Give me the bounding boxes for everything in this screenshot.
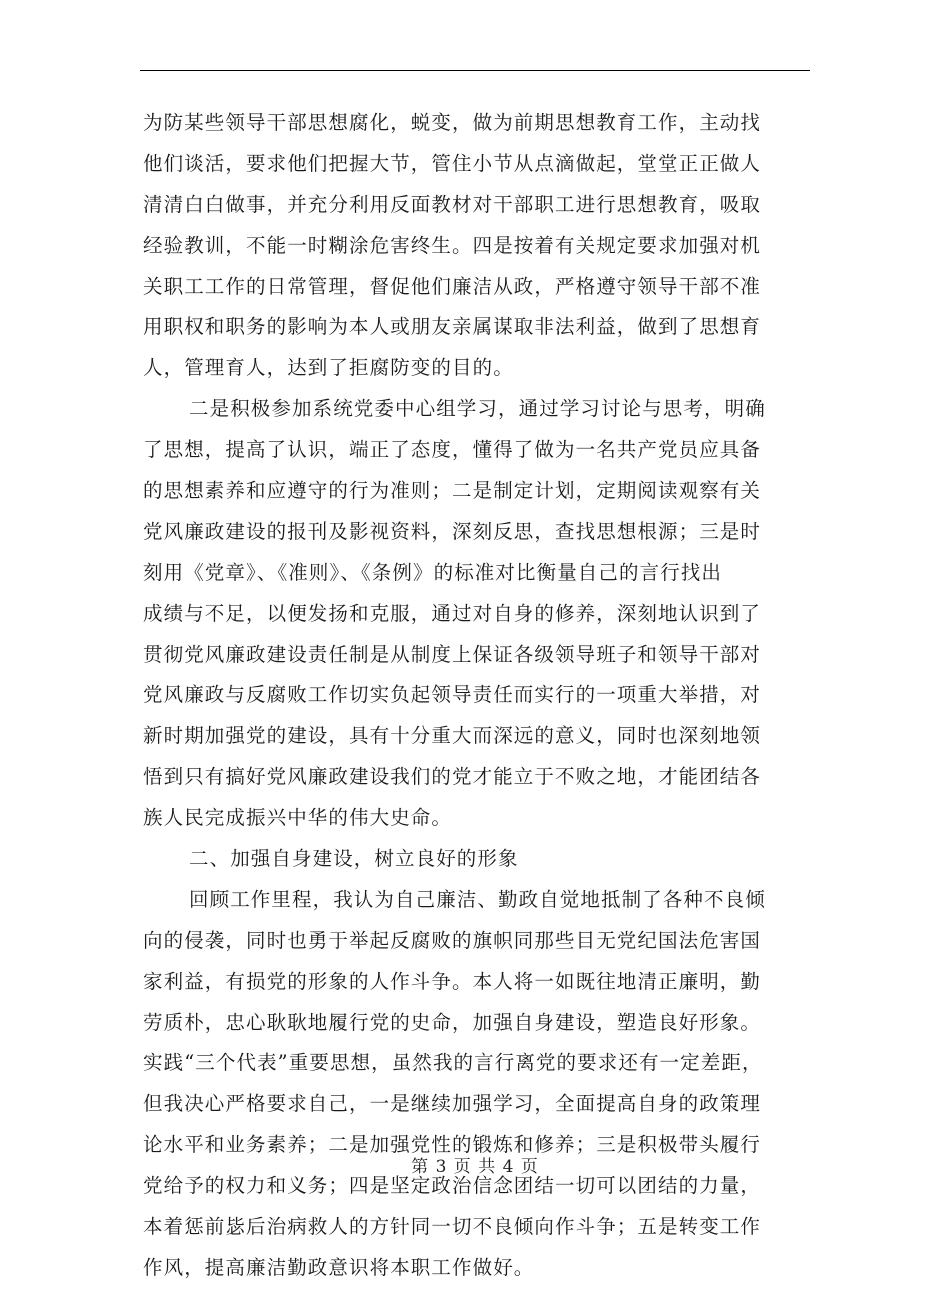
text-line: 作风，提高廉洁勤政意识将本职工作做好。 (143, 1255, 535, 1279)
text-line: 悟到只有搞好党风廉政建设我们的党才能立于不败之地，才能团结各 (143, 765, 762, 789)
text-line: 人，管理育人，达到了拒腐防变的目的。 (143, 356, 514, 380)
text-line: 劳质朴，忠心耿耿地履行党的史命，加强自身建设，塑造良好形象。 (143, 1010, 762, 1034)
text-line: 论水平和业务素养；二是加强党性的锻炼和修养；三是积极带头履行 (143, 1133, 762, 1157)
text-line: 但我决心严格要求自己，一是继续加强学习，全面提高自身的政策理 (143, 1092, 762, 1116)
text-line: 家利益，有损党的形象的人作斗争。本人将一如既往地清正廉明，勤 (143, 969, 762, 993)
text-line: 党风廉政建设的报刊及影视资料，深刻反思，查找思想根源；三是时 (143, 519, 762, 543)
page-footer: 第 3 页 共 4 页 (411, 1157, 539, 1177)
text-line: 了思想，提高了认识，端正了态度，懂得了做为一名共产党员应具备 (143, 438, 762, 462)
document-body (143, 103, 807, 1289)
text-line: 清清白白做事，并充分利用反面教材对干部职工进行思想教育，吸取 (143, 192, 762, 216)
text-line: 族人民完成振兴中华的伟大史命。 (143, 806, 453, 830)
text-line: 为防某些领导干部思想腐化，蜕变，做为前期思想教育工作，主动找 (143, 111, 762, 134)
text-line: 经验教训，不能一时糊涂危害终生。四是按着有关规定要求加强对机 (143, 233, 762, 257)
text-line: 他们谈活，要求他们把握大节，管住小节从点滴做起，堂堂正正做人 (143, 151, 762, 175)
text-line: 二、加强自身建设，树立良好的形象 (189, 847, 519, 871)
text-line: 实践“三个代表”重要思想，虽然我的言行离党的要求还有一定差距， (143, 1051, 763, 1075)
text-line: 回顾工作里程，我认为自己廉洁、勤政自觉地抵制了各种不良倾 (189, 887, 766, 911)
text-line: 关职工工作的日常管理，督促他们廉洁从政，严格遵守领导干部不准 (143, 274, 762, 298)
text-line: 新时期加强党的建设，具有十分重大而深远的意义，同时也深刻地领 (143, 724, 762, 748)
text-line: 本着惩前毖后治病救人的方针同一切不良倾向作斗争；五是转变工作 (143, 1215, 762, 1239)
text-line: 贯彻党风廉政建设责任制是从制度上保证各级领导班子和领导干部对 (143, 642, 762, 666)
text-line: 用职权和职务的影响为本人或朋友亲属谋取非法利益，做到了思想育 (143, 315, 762, 339)
text-line: 党给予的权力和义务；四是坚定政治信念团结一切可以团结的力量， (143, 1174, 762, 1198)
text-line: 向的侵袭，同时也勇于举起反腐败的旗帜同那些目无党纪国法危害国 (143, 928, 762, 952)
header-rule (140, 70, 810, 71)
text-line: 二是积极参加系统党委中心组学习，通过学习讨论与思考，明确 (189, 397, 766, 421)
text-line: 的思想素养和应遵守的行为准则；二是制定计划，定期阅读观察有关 (143, 479, 762, 503)
text-line: 成绩与不足，以便发扬和克服，通过对自身的修养，深刻地认识到了 (143, 601, 762, 625)
text-line: 党风廉政与反腐败工作切实负起领导责任而实行的一项重大举措，对 (143, 683, 762, 707)
text-line: 刻用《党章》、《准则》、《条例》的标准对比衡量自己的言行找出 (143, 560, 723, 584)
